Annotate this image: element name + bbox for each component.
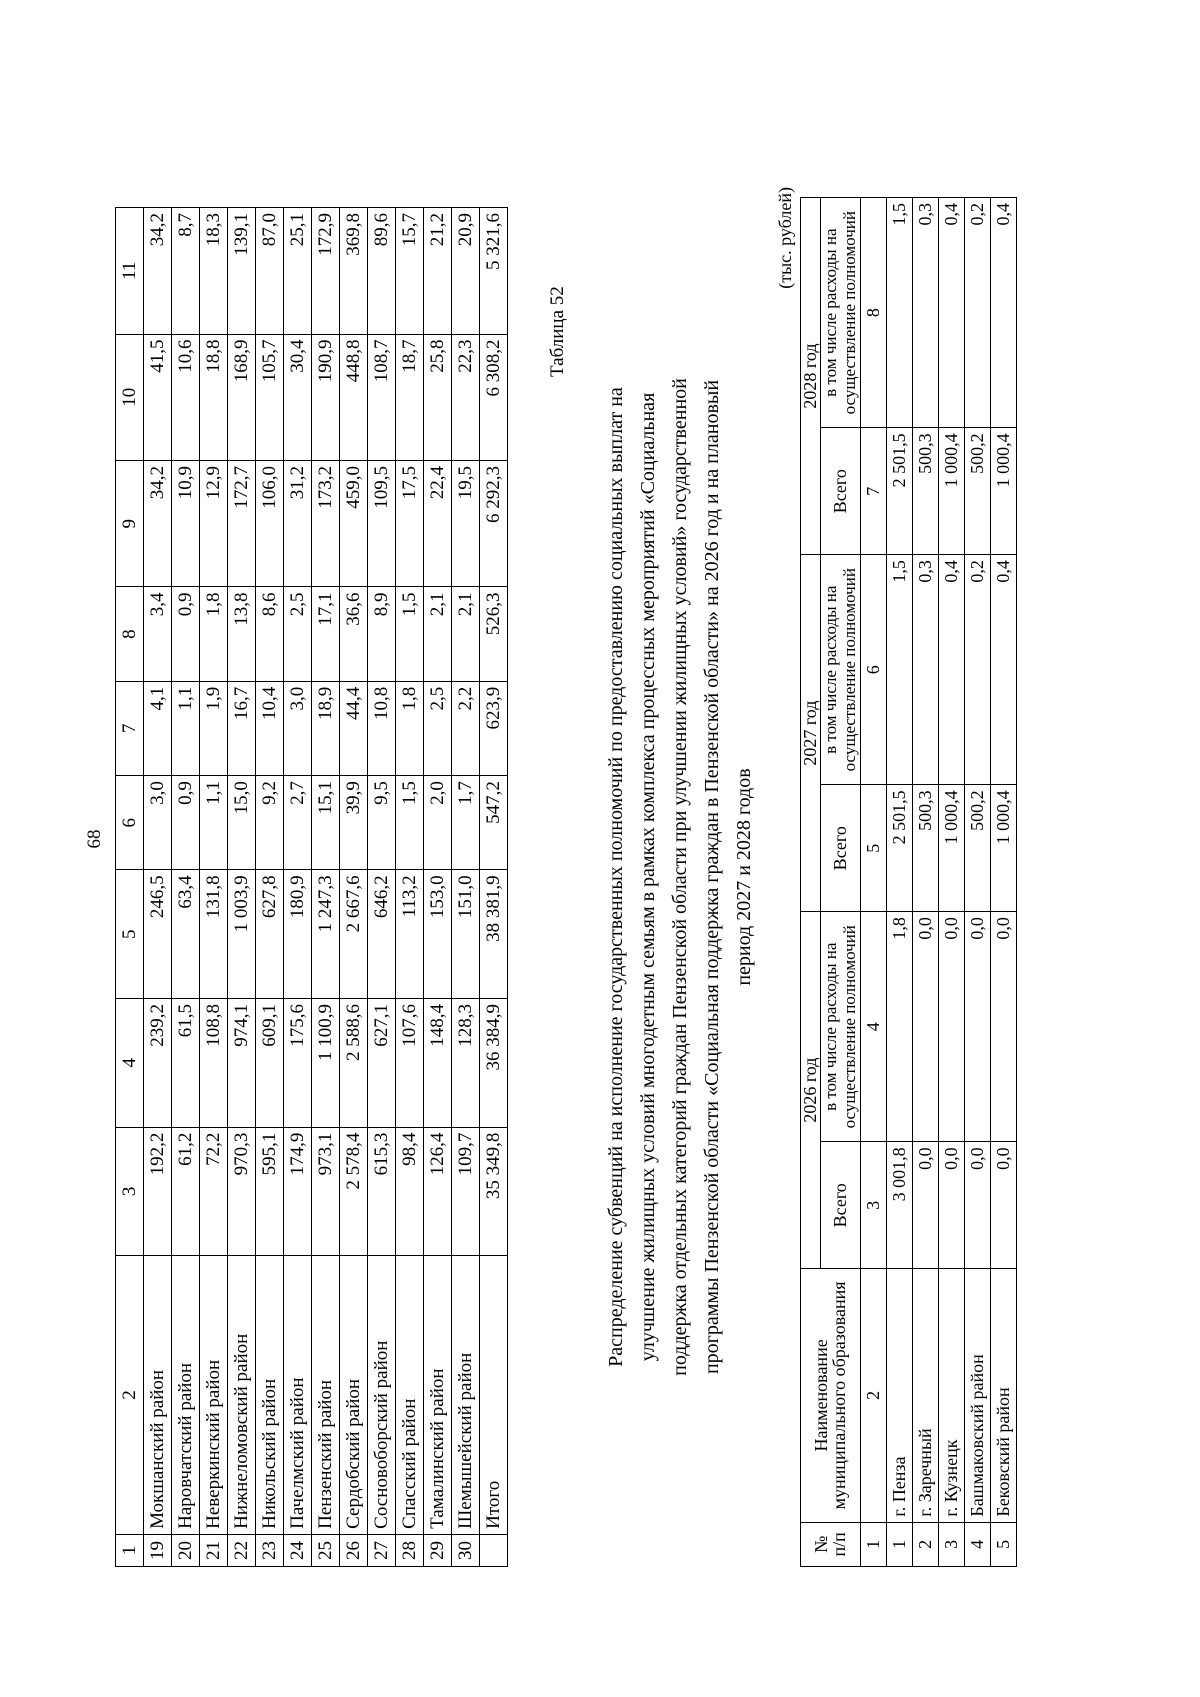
- value-cell: 1 000,4: [938, 785, 964, 912]
- value-cell: 0,9: [172, 587, 200, 681]
- district-name: Итого: [480, 1256, 508, 1535]
- table-row: [312, 208, 340, 1567]
- table-header-row: [116, 208, 144, 1567]
- value-cell: 109,7: [452, 1127, 480, 1256]
- value-cell: 0,0: [938, 912, 964, 1142]
- value-cell: 168,9: [228, 334, 256, 460]
- value-cell: 2 578,4: [340, 1127, 368, 1256]
- value-cell: 148,4: [424, 998, 452, 1127]
- value-cell: 0,4: [938, 555, 964, 785]
- column-number: 6: [860, 555, 886, 785]
- table-row: [228, 208, 256, 1567]
- value-cell: 1,5: [396, 587, 424, 681]
- value-cell: 153,0: [424, 870, 452, 999]
- value-cell: 0,0: [912, 912, 938, 1142]
- column-number: 1: [116, 1534, 144, 1566]
- header-year-2027: 2027 год: [801, 555, 821, 912]
- header-powers: в том числе расходы на осуществление полномочий: [820, 555, 860, 785]
- municipality-name: г. Пенза: [886, 1269, 912, 1523]
- value-cell: 180,9: [284, 870, 312, 999]
- value-cell: 1 247,3: [312, 870, 340, 999]
- value-cell: 172,9: [312, 208, 340, 335]
- value-cell: 1 000,4: [990, 428, 1016, 555]
- table-row: [424, 208, 452, 1567]
- column-number: 10: [116, 334, 144, 460]
- value-cell: 15,1: [312, 776, 340, 870]
- value-cell: 192,2: [144, 1127, 172, 1256]
- row-number: 21: [200, 1534, 228, 1566]
- table-row: [990, 198, 1016, 1567]
- row-number: 4: [964, 1522, 990, 1566]
- value-cell: 1,9: [200, 681, 228, 775]
- value-cell: 34,2: [144, 208, 172, 335]
- value-cell: 2,1: [452, 587, 480, 681]
- value-cell: 970,3: [228, 1127, 256, 1256]
- value-cell: 8,9: [368, 587, 396, 681]
- value-cell: 108,7: [368, 334, 396, 460]
- value-cell: 1,8: [886, 912, 912, 1142]
- row-number: 25: [312, 1534, 340, 1566]
- column-number: 3: [116, 1127, 144, 1256]
- value-cell: 151,0: [452, 870, 480, 999]
- value-cell: 12,9: [200, 460, 228, 586]
- value-cell: 1 100,9: [312, 998, 340, 1127]
- value-cell: 22,3: [452, 334, 480, 460]
- value-cell: 175,6: [284, 998, 312, 1127]
- header-year-2028: 2028 год: [801, 198, 821, 555]
- value-cell: 18,8: [200, 334, 228, 460]
- value-cell: 10,8: [368, 681, 396, 775]
- header-total: Всего: [820, 1142, 860, 1269]
- municipality-name: г. Кузнецк: [938, 1269, 964, 1523]
- value-cell: 0,2: [964, 198, 990, 428]
- value-cell: 609,1: [256, 998, 284, 1127]
- value-cell: 9,5: [368, 776, 396, 870]
- value-cell: 126,4: [424, 1127, 452, 1256]
- value-cell: 173,2: [312, 460, 340, 586]
- value-cell: 4,1: [144, 681, 172, 775]
- column-number-row: [860, 198, 886, 1567]
- value-cell: 239,2: [144, 998, 172, 1127]
- value-cell: 19,5: [452, 460, 480, 586]
- value-cell: 1,8: [200, 587, 228, 681]
- district-name: Нижнеломовский район: [228, 1256, 256, 1535]
- value-cell: 9,2: [256, 776, 284, 870]
- district-name: Никольский район: [256, 1256, 284, 1535]
- value-cell: 1,5: [396, 776, 424, 870]
- value-cell: 15,0: [228, 776, 256, 870]
- value-cell: 13,8: [228, 587, 256, 681]
- column-number: 11: [116, 208, 144, 335]
- row-number: 5: [990, 1522, 1016, 1566]
- value-cell: 87,0: [256, 208, 284, 335]
- header-powers: в том числе расходы на осуществление полномочий: [820, 198, 860, 428]
- value-cell: 89,6: [368, 208, 396, 335]
- value-cell: 36,6: [340, 587, 368, 681]
- row-number: 24: [284, 1534, 312, 1566]
- district-name: Спасский район: [396, 1256, 424, 1535]
- header-year-2026: 2026 год: [801, 912, 821, 1269]
- district-subsidy-table: [115, 207, 508, 1567]
- value-cell: 131,8: [200, 870, 228, 999]
- column-number: 4: [116, 998, 144, 1127]
- value-cell: 105,7: [256, 334, 284, 460]
- row-number: 1: [886, 1522, 912, 1566]
- value-cell: 15,7: [396, 208, 424, 335]
- value-cell: 3,0: [144, 776, 172, 870]
- table-row: [256, 208, 284, 1567]
- value-cell: 16,7: [228, 681, 256, 775]
- value-cell: 18,7: [396, 334, 424, 460]
- row-number: 22: [228, 1534, 256, 1566]
- value-cell: 106,0: [256, 460, 284, 586]
- title-line: улучшение жилищных условий многодетным семьям в рамках комплекса процессных мероприятий «Социальная: [637, 392, 659, 1362]
- header-total: Всего: [820, 428, 860, 555]
- table-row: [396, 208, 424, 1567]
- value-cell: 17,5: [396, 460, 424, 586]
- value-cell: 2,7: [284, 776, 312, 870]
- row-number: 29: [424, 1534, 452, 1566]
- value-cell: 0,0: [990, 1142, 1016, 1269]
- municipal-subsidy-table: [800, 197, 1017, 1567]
- value-cell: 0,4: [990, 198, 1016, 428]
- value-cell: 18,3: [200, 208, 228, 335]
- header-name: Наименование муниципального образования: [801, 1269, 861, 1523]
- value-cell: 72,2: [200, 1127, 228, 1256]
- column-number: 6: [116, 776, 144, 870]
- value-cell: 500,2: [964, 785, 990, 912]
- column-number: 9: [116, 460, 144, 586]
- value-cell: 6 292,3: [480, 460, 508, 586]
- value-cell: 39,9: [340, 776, 368, 870]
- value-cell: 17,1: [312, 587, 340, 681]
- value-cell: 1,8: [396, 681, 424, 775]
- table-title: [600, 207, 760, 1547]
- value-cell: 0,3: [912, 198, 938, 428]
- row-number: 28: [396, 1534, 424, 1566]
- row-number: 23: [256, 1534, 284, 1566]
- value-cell: 500,2: [964, 428, 990, 555]
- value-cell: 615,3: [368, 1127, 396, 1256]
- value-cell: 0,0: [912, 1142, 938, 1269]
- value-cell: 2,1: [424, 587, 452, 681]
- district-name: Тамалинский район: [424, 1256, 452, 1535]
- value-cell: 2,2: [452, 681, 480, 775]
- value-cell: 107,6: [396, 998, 424, 1127]
- value-cell: 98,4: [396, 1127, 424, 1256]
- value-cell: 5 321,6: [480, 208, 508, 335]
- value-cell: 109,5: [368, 460, 396, 586]
- value-cell: 646,2: [368, 870, 396, 999]
- value-cell: 974,1: [228, 998, 256, 1127]
- row-number: [480, 1534, 508, 1566]
- row-number: 2: [912, 1522, 938, 1566]
- value-cell: 63,4: [172, 870, 200, 999]
- district-name: Шемышейский район: [452, 1256, 480, 1535]
- value-cell: 1 003,9: [228, 870, 256, 999]
- value-cell: 0,0: [964, 912, 990, 1142]
- row-number: 30: [452, 1534, 480, 1566]
- title-line: программы Пензенской области «Социальная поддержка граждан в Пензенской области» на 2026 год и на плановый: [701, 379, 723, 1375]
- value-cell: 18,9: [312, 681, 340, 775]
- value-cell: 61,2: [172, 1127, 200, 1256]
- column-number: 5: [116, 870, 144, 999]
- value-cell: 36 384,9: [480, 998, 508, 1127]
- table-row: [284, 208, 312, 1567]
- value-cell: 0,0: [964, 1142, 990, 1269]
- value-cell: 10,9: [172, 460, 200, 586]
- value-cell: 0,3: [912, 555, 938, 785]
- column-number: 3: [860, 1142, 886, 1269]
- value-cell: 627,8: [256, 870, 284, 999]
- table-body: [116, 208, 508, 1567]
- title-line: период 2027 и 2028 годов: [733, 768, 755, 986]
- district-name: Сосновоборский район: [368, 1256, 396, 1535]
- value-cell: 1,5: [886, 198, 912, 428]
- value-cell: 2 501,5: [886, 785, 912, 912]
- district-name: Неверкинский район: [200, 1256, 228, 1535]
- value-cell: 35 349,8: [480, 1127, 508, 1256]
- value-cell: 1,7: [452, 776, 480, 870]
- municipality-name: г. Заречный: [912, 1269, 938, 1523]
- value-cell: 8,7: [172, 208, 200, 335]
- row-number: 26: [340, 1534, 368, 1566]
- table-row: [172, 208, 200, 1567]
- value-cell: 139,1: [228, 208, 256, 335]
- value-cell: 0,9: [172, 776, 200, 870]
- value-cell: 10,6: [172, 334, 200, 460]
- table-row: [886, 198, 912, 1567]
- table-row: [368, 208, 396, 1567]
- header-no: № п/п: [801, 1522, 861, 1566]
- value-cell: 1 000,4: [938, 428, 964, 555]
- table-row: [964, 198, 990, 1567]
- value-cell: 595,1: [256, 1127, 284, 1256]
- table-row: [452, 208, 480, 1567]
- value-cell: 0,0: [938, 1142, 964, 1269]
- value-cell: 547,2: [480, 776, 508, 870]
- value-cell: 108,8: [200, 998, 228, 1127]
- table-body: [860, 198, 1016, 1567]
- district-name: Мокшанский район: [144, 1256, 172, 1535]
- column-number: 7: [860, 428, 886, 555]
- municipality-name: Башмаковский район: [964, 1269, 990, 1523]
- row-number: 3: [938, 1522, 964, 1566]
- value-cell: 2 501,5: [886, 428, 912, 555]
- value-cell: 128,3: [452, 998, 480, 1127]
- header-powers: в том числе расходы на осуществление полномочий: [820, 912, 860, 1142]
- value-cell: 61,5: [172, 998, 200, 1127]
- value-cell: 172,7: [228, 460, 256, 586]
- table-row: [340, 208, 368, 1567]
- title-line: поддержка отдельных категорий граждан Пензенской области при улучшении жилищных условий» государственной: [669, 378, 691, 1376]
- row-number: 27: [368, 1534, 396, 1566]
- row-number: 19: [144, 1534, 172, 1566]
- value-cell: 25,1: [284, 208, 312, 335]
- value-cell: 41,5: [144, 334, 172, 460]
- value-cell: 38 381,9: [480, 870, 508, 999]
- value-cell: 34,2: [144, 460, 172, 586]
- value-cell: 8,6: [256, 587, 284, 681]
- column-number: 8: [860, 198, 886, 428]
- value-cell: 459,0: [340, 460, 368, 586]
- value-cell: 2,0: [424, 776, 452, 870]
- value-cell: 448,8: [340, 334, 368, 460]
- value-cell: 30,4: [284, 334, 312, 460]
- value-cell: 369,8: [340, 208, 368, 335]
- page-number: 68: [84, 829, 105, 849]
- value-cell: 2 588,6: [340, 998, 368, 1127]
- value-cell: 10,4: [256, 681, 284, 775]
- column-number: 2: [116, 1256, 144, 1535]
- district-name: Пензенский район: [312, 1256, 340, 1535]
- value-cell: 500,3: [912, 785, 938, 912]
- value-cell: 25,8: [424, 334, 452, 460]
- column-number: 2: [860, 1269, 886, 1523]
- value-cell: 2,5: [424, 681, 452, 775]
- district-name: Наровчатский район: [172, 1256, 200, 1535]
- value-cell: 21,2: [424, 208, 452, 335]
- value-cell: 973,1: [312, 1127, 340, 1256]
- table-row: [912, 198, 938, 1567]
- value-cell: 0,4: [938, 198, 964, 428]
- value-cell: 113,2: [396, 870, 424, 999]
- value-cell: 0,4: [990, 555, 1016, 785]
- value-cell: 623,9: [480, 681, 508, 775]
- value-cell: 1,1: [200, 776, 228, 870]
- value-cell: 22,4: [424, 460, 452, 586]
- value-cell: 3,4: [144, 587, 172, 681]
- value-cell: 0,0: [990, 912, 1016, 1142]
- units-label: (тыс. рублей): [775, 187, 795, 289]
- value-cell: 627,1: [368, 998, 396, 1127]
- table-row: [144, 208, 172, 1567]
- table-row: [938, 198, 964, 1567]
- district-name: Пачелмский район: [284, 1256, 312, 1535]
- column-number: 1: [860, 1522, 886, 1566]
- header-row-years: [801, 198, 821, 1567]
- title-line: Распределение субвенций на исполнение государственных полномочий по предоставлению социальных выплат на: [605, 387, 627, 1367]
- value-cell: 6 308,2: [480, 334, 508, 460]
- value-cell: 3,0: [284, 681, 312, 775]
- value-cell: 526,3: [480, 587, 508, 681]
- column-number: 8: [116, 587, 144, 681]
- value-cell: 1 000,4: [990, 785, 1016, 912]
- value-cell: 2 667,6: [340, 870, 368, 999]
- total-row: [480, 208, 508, 1567]
- value-cell: 0,2: [964, 555, 990, 785]
- value-cell: 20,9: [452, 208, 480, 335]
- value-cell: 44,4: [340, 681, 368, 775]
- column-number: 5: [860, 785, 886, 912]
- row-number: 20: [172, 1534, 200, 1566]
- column-number: 7: [116, 681, 144, 775]
- value-cell: 246,5: [144, 870, 172, 999]
- municipality-name: Бековский район: [990, 1269, 1016, 1523]
- table-row: [200, 208, 228, 1567]
- value-cell: 174,9: [284, 1127, 312, 1256]
- header-total: Всего: [820, 785, 860, 912]
- value-cell: 1,5: [886, 555, 912, 785]
- column-number: 4: [860, 912, 886, 1142]
- district-name: Сердобский район: [340, 1256, 368, 1535]
- table-label: Таблица 52: [547, 286, 568, 377]
- value-cell: 1,1: [172, 681, 200, 775]
- value-cell: 500,3: [912, 428, 938, 555]
- value-cell: 2,5: [284, 587, 312, 681]
- value-cell: 190,9: [312, 334, 340, 460]
- value-cell: 31,2: [284, 460, 312, 586]
- value-cell: 3 001,8: [886, 1142, 912, 1269]
